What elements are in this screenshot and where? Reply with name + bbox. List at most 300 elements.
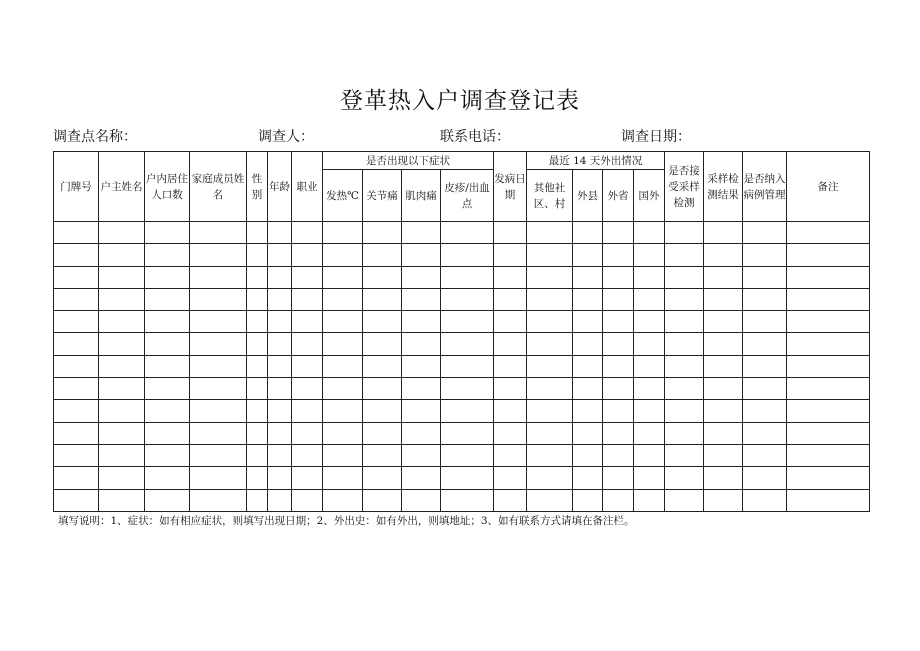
table-cell[interactable] <box>665 244 704 266</box>
table-cell[interactable] <box>145 355 190 377</box>
table-cell[interactable] <box>603 244 634 266</box>
header-other-province: 外省 <box>603 170 634 222</box>
table-cell[interactable] <box>743 288 787 310</box>
table-cell[interactable] <box>665 422 704 444</box>
table-cell[interactable] <box>99 333 145 355</box>
table-cell[interactable] <box>573 311 603 333</box>
table-cell[interactable] <box>402 288 441 310</box>
table-row <box>54 444 870 466</box>
table-cell[interactable] <box>603 355 634 377</box>
table-cell[interactable] <box>527 489 573 511</box>
table-cell[interactable] <box>634 244 665 266</box>
table-cell[interactable] <box>99 378 145 400</box>
table-cell[interactable] <box>494 311 527 333</box>
table-cell[interactable] <box>441 355 494 377</box>
table-cell[interactable] <box>704 400 743 422</box>
table-cell[interactable] <box>190 244 247 266</box>
table-cell[interactable] <box>363 378 402 400</box>
table-cell[interactable] <box>145 222 190 244</box>
table-cell[interactable] <box>323 222 363 244</box>
table-cell[interactable] <box>494 422 527 444</box>
table-cell[interactable] <box>743 311 787 333</box>
table-cell[interactable] <box>363 489 402 511</box>
table-cell[interactable] <box>145 378 190 400</box>
table-cell[interactable] <box>787 489 870 511</box>
table-cell[interactable] <box>704 333 743 355</box>
table-cell[interactable] <box>54 467 99 489</box>
table-cell[interactable] <box>787 222 870 244</box>
table-cell[interactable] <box>402 311 441 333</box>
table-cell[interactable] <box>268 333 292 355</box>
table-cell[interactable] <box>247 222 268 244</box>
table-row <box>54 422 870 444</box>
table-row <box>54 489 870 511</box>
table-cell[interactable] <box>527 266 573 288</box>
table-cell[interactable] <box>363 288 402 310</box>
table-cell[interactable] <box>665 444 704 466</box>
table-cell[interactable] <box>292 422 323 444</box>
table-cell[interactable] <box>190 467 247 489</box>
table-cell[interactable] <box>402 489 441 511</box>
table-cell[interactable] <box>787 288 870 310</box>
table-cell[interactable] <box>665 378 704 400</box>
header-sample-result: 采样检测结果 <box>704 152 743 222</box>
table-cell[interactable] <box>402 467 441 489</box>
table-cell[interactable] <box>603 266 634 288</box>
table-cell[interactable] <box>787 378 870 400</box>
table-cell[interactable] <box>363 355 402 377</box>
table-cell[interactable] <box>441 422 494 444</box>
table-cell[interactable] <box>665 266 704 288</box>
table-cell[interactable] <box>247 467 268 489</box>
survey-table <box>53 151 870 512</box>
table-cell[interactable] <box>54 288 99 310</box>
table-header <box>54 152 870 222</box>
table-cell[interactable] <box>402 333 441 355</box>
table-cell[interactable] <box>402 400 441 422</box>
table-cell[interactable] <box>573 422 603 444</box>
table-cell[interactable] <box>743 355 787 377</box>
table-cell[interactable] <box>441 266 494 288</box>
table-cell[interactable] <box>292 355 323 377</box>
table-cell[interactable] <box>190 311 247 333</box>
header-travel-group: 最近 14 天外出情况 <box>527 152 665 170</box>
table-cell[interactable] <box>527 244 573 266</box>
table-cell[interactable] <box>99 489 145 511</box>
table-cell[interactable] <box>323 333 363 355</box>
header-gender: 性别 <box>247 152 268 222</box>
table-cell[interactable] <box>54 222 99 244</box>
table-cell[interactable] <box>54 355 99 377</box>
table-cell[interactable] <box>704 422 743 444</box>
form-title: 登革热入户调查登记表 <box>340 88 580 114</box>
table-cell[interactable] <box>634 222 665 244</box>
header-abroad: 国外 <box>634 170 665 222</box>
table-cell[interactable] <box>247 244 268 266</box>
table-cell[interactable] <box>363 311 402 333</box>
table-cell[interactable] <box>99 288 145 310</box>
table-cell[interactable] <box>704 355 743 377</box>
table-cell[interactable] <box>603 467 634 489</box>
table-cell[interactable] <box>494 355 527 377</box>
table-cell[interactable] <box>323 288 363 310</box>
table-row <box>54 222 870 244</box>
table-cell[interactable] <box>441 467 494 489</box>
table-cell[interactable] <box>292 222 323 244</box>
table-cell[interactable] <box>99 355 145 377</box>
table-cell[interactable] <box>704 288 743 310</box>
table-cell[interactable] <box>190 222 247 244</box>
table-cell[interactable] <box>402 422 441 444</box>
table-cell[interactable] <box>247 266 268 288</box>
header-muscle-pain: 肌肉痛 <box>402 170 441 222</box>
table-cell[interactable] <box>634 444 665 466</box>
table-cell[interactable] <box>402 244 441 266</box>
table-cell[interactable] <box>634 467 665 489</box>
table-cell[interactable] <box>247 288 268 310</box>
table-cell[interactable] <box>704 222 743 244</box>
table-cell[interactable] <box>704 378 743 400</box>
header-case-managed: 是否纳入病例管理 <box>743 152 787 222</box>
table-row <box>54 333 870 355</box>
table-cell[interactable] <box>292 333 323 355</box>
table-cell[interactable] <box>665 489 704 511</box>
table-cell[interactable] <box>787 422 870 444</box>
table-cell[interactable] <box>54 244 99 266</box>
instructions-note: 填写说明：1、症状：如有相应症状，则填写出现日期；2、外出史：如有外出，则填地址；3、如有联系方式请填在备注栏。 <box>58 515 635 527</box>
table-row <box>54 244 870 266</box>
header-door-no: 门牌号 <box>54 152 99 222</box>
table-cell[interactable] <box>99 266 145 288</box>
table-cell[interactable] <box>363 422 402 444</box>
table-cell[interactable] <box>292 444 323 466</box>
table-cell[interactable] <box>573 467 603 489</box>
table-cell[interactable] <box>323 400 363 422</box>
table-cell[interactable] <box>363 467 402 489</box>
header-age: 年龄 <box>268 152 292 222</box>
table-cell[interactable] <box>145 288 190 310</box>
table-cell[interactable] <box>402 444 441 466</box>
table-cell[interactable] <box>634 333 665 355</box>
table-cell[interactable] <box>145 333 190 355</box>
table-cell[interactable] <box>323 311 363 333</box>
table-cell[interactable] <box>743 333 787 355</box>
table-cell[interactable] <box>323 422 363 444</box>
table-cell[interactable] <box>665 467 704 489</box>
header-member-name: 家庭成员姓名 <box>190 152 247 222</box>
table-cell[interactable] <box>190 489 247 511</box>
header-onset-date: 发病日期 <box>494 152 527 222</box>
table-cell[interactable] <box>704 467 743 489</box>
table-cell[interactable] <box>268 355 292 377</box>
header-remarks: 备注 <box>787 152 870 222</box>
table-cell[interactable] <box>323 489 363 511</box>
table-cell[interactable] <box>527 400 573 422</box>
table-cell[interactable] <box>603 444 634 466</box>
table-cell[interactable] <box>527 311 573 333</box>
table-row <box>54 467 870 489</box>
table-cell[interactable] <box>247 400 268 422</box>
table-cell[interactable] <box>441 444 494 466</box>
table-cell[interactable] <box>363 444 402 466</box>
table-cell[interactable] <box>527 222 573 244</box>
table-cell[interactable] <box>573 355 603 377</box>
header-fever: 发热℃ <box>323 170 363 222</box>
table-cell[interactable] <box>323 355 363 377</box>
table-cell[interactable] <box>145 400 190 422</box>
table-cell[interactable] <box>665 288 704 310</box>
table-cell[interactable] <box>99 222 145 244</box>
table-cell[interactable] <box>323 378 363 400</box>
table-cell[interactable] <box>634 489 665 511</box>
table-cell[interactable] <box>190 378 247 400</box>
table-cell[interactable] <box>441 333 494 355</box>
table-cell[interactable] <box>634 288 665 310</box>
table-cell[interactable] <box>494 244 527 266</box>
table-cell[interactable] <box>494 467 527 489</box>
header-other-village: 其他社区、村 <box>527 170 573 222</box>
table-cell[interactable] <box>323 244 363 266</box>
table-cell[interactable] <box>704 311 743 333</box>
table-cell[interactable] <box>603 489 634 511</box>
table-cell[interactable] <box>743 222 787 244</box>
table-cell[interactable] <box>54 311 99 333</box>
table-cell[interactable] <box>743 400 787 422</box>
table-cell[interactable] <box>268 222 292 244</box>
table-cell[interactable] <box>190 288 247 310</box>
table-cell[interactable] <box>99 444 145 466</box>
table-row <box>54 400 870 422</box>
table-cell[interactable] <box>441 378 494 400</box>
table-cell[interactable] <box>268 378 292 400</box>
table-cell[interactable] <box>402 266 441 288</box>
table-cell[interactable] <box>665 222 704 244</box>
table-cell[interactable] <box>573 333 603 355</box>
table-cell[interactable] <box>634 378 665 400</box>
table-cell[interactable] <box>704 266 743 288</box>
table-cell[interactable] <box>247 333 268 355</box>
table-cell[interactable] <box>268 244 292 266</box>
table-cell[interactable] <box>573 489 603 511</box>
table-cell[interactable] <box>743 444 787 466</box>
table-cell[interactable] <box>363 244 402 266</box>
table-cell[interactable] <box>363 400 402 422</box>
header-rash: 皮疹/出血点 <box>441 170 494 222</box>
table-cell[interactable] <box>268 400 292 422</box>
table-cell[interactable] <box>190 444 247 466</box>
table-cell[interactable] <box>494 288 527 310</box>
table-cell[interactable] <box>527 467 573 489</box>
table-cell[interactable] <box>573 222 603 244</box>
table-cell[interactable] <box>268 422 292 444</box>
table-cell[interactable] <box>665 400 704 422</box>
table-cell[interactable] <box>743 467 787 489</box>
table-cell[interactable] <box>363 266 402 288</box>
table-cell[interactable] <box>573 444 603 466</box>
table-cell[interactable] <box>292 378 323 400</box>
table-cell[interactable] <box>268 489 292 511</box>
table-cell[interactable] <box>634 266 665 288</box>
table-cell[interactable] <box>292 489 323 511</box>
table-cell[interactable] <box>665 333 704 355</box>
table-cell[interactable] <box>268 288 292 310</box>
table-cell[interactable] <box>323 444 363 466</box>
table-cell[interactable] <box>787 266 870 288</box>
table-cell[interactable] <box>527 355 573 377</box>
table-cell[interactable] <box>99 244 145 266</box>
table-cell[interactable] <box>787 444 870 466</box>
table-cell[interactable] <box>704 244 743 266</box>
table-cell[interactable] <box>402 378 441 400</box>
table-cell[interactable] <box>494 333 527 355</box>
table-cell[interactable] <box>573 288 603 310</box>
table-cell[interactable] <box>402 355 441 377</box>
table-cell[interactable] <box>787 311 870 333</box>
table-cell[interactable] <box>145 244 190 266</box>
table-cell[interactable] <box>363 333 402 355</box>
table-cell[interactable] <box>743 489 787 511</box>
table-cell[interactable] <box>743 422 787 444</box>
table-cell[interactable] <box>247 489 268 511</box>
table-cell[interactable] <box>527 422 573 444</box>
table-cell[interactable] <box>268 266 292 288</box>
table-cell[interactable] <box>402 222 441 244</box>
table-cell[interactable] <box>603 400 634 422</box>
table-cell[interactable] <box>190 400 247 422</box>
table-cell[interactable] <box>268 444 292 466</box>
table-cell[interactable] <box>54 489 99 511</box>
table-cell[interactable] <box>527 444 573 466</box>
table-cell[interactable] <box>743 244 787 266</box>
table-cell[interactable] <box>268 467 292 489</box>
table-cell[interactable] <box>494 378 527 400</box>
table-cell[interactable] <box>634 311 665 333</box>
table-cell[interactable] <box>145 444 190 466</box>
table-cell[interactable] <box>99 467 145 489</box>
table-cell[interactable] <box>247 355 268 377</box>
header-householder: 户主姓名 <box>99 152 145 222</box>
table-cell[interactable] <box>527 378 573 400</box>
table-cell[interactable] <box>527 333 573 355</box>
table-cell[interactable] <box>292 311 323 333</box>
table-cell[interactable] <box>54 333 99 355</box>
table-cell[interactable] <box>527 288 573 310</box>
table-cell[interactable] <box>634 355 665 377</box>
table-cell[interactable] <box>704 444 743 466</box>
table-cell[interactable] <box>190 333 247 355</box>
table-row <box>54 266 870 288</box>
table-cell[interactable] <box>247 378 268 400</box>
table-cell[interactable] <box>441 222 494 244</box>
table-cell[interactable] <box>441 489 494 511</box>
table-cell[interactable] <box>634 400 665 422</box>
table-cell[interactable] <box>190 422 247 444</box>
table-cell[interactable] <box>99 422 145 444</box>
table-cell[interactable] <box>441 244 494 266</box>
table-row <box>54 378 870 400</box>
table-cell[interactable] <box>743 266 787 288</box>
table-cell[interactable] <box>247 444 268 466</box>
table-body <box>54 222 870 512</box>
table-cell[interactable] <box>247 422 268 444</box>
table-cell[interactable] <box>145 489 190 511</box>
table-cell[interactable] <box>190 266 247 288</box>
header-other-county: 外县 <box>573 170 603 222</box>
table-cell[interactable] <box>99 311 145 333</box>
table-cell[interactable] <box>145 422 190 444</box>
header-sampled: 是否接受采样检测 <box>665 152 704 222</box>
table-cell[interactable] <box>54 444 99 466</box>
table-row <box>54 288 870 310</box>
table-cell[interactable] <box>323 266 363 288</box>
table-cell[interactable] <box>787 400 870 422</box>
table-cell[interactable] <box>494 489 527 511</box>
table-cell[interactable] <box>743 378 787 400</box>
table-cell[interactable] <box>441 311 494 333</box>
table-cell[interactable] <box>603 222 634 244</box>
table-cell[interactable] <box>665 355 704 377</box>
table-cell[interactable] <box>704 489 743 511</box>
table-cell[interactable] <box>363 222 402 244</box>
table-cell[interactable] <box>573 378 603 400</box>
table-cell[interactable] <box>603 422 634 444</box>
header-occupation: 职业 <box>292 152 323 222</box>
surveyor-label: 调查人： <box>258 129 314 145</box>
table-cell[interactable] <box>573 266 603 288</box>
table-cell[interactable] <box>292 266 323 288</box>
table-row <box>54 311 870 333</box>
table-cell[interactable] <box>787 333 870 355</box>
table-cell[interactable] <box>292 288 323 310</box>
header-symptoms-group: 是否出现以下症状 <box>323 152 494 170</box>
table-cell[interactable] <box>292 244 323 266</box>
table-cell[interactable] <box>99 400 145 422</box>
table-cell[interactable] <box>268 311 292 333</box>
table-cell[interactable] <box>494 400 527 422</box>
table-cell[interactable] <box>603 333 634 355</box>
table-cell[interactable] <box>54 266 99 288</box>
table-cell[interactable] <box>787 355 870 377</box>
table-cell[interactable] <box>323 467 363 489</box>
table-cell[interactable] <box>441 288 494 310</box>
table-cell[interactable] <box>494 444 527 466</box>
table-cell[interactable] <box>190 355 247 377</box>
header-residents: 户内居住人口数 <box>145 152 190 222</box>
table-cell[interactable] <box>787 467 870 489</box>
table-cell[interactable] <box>292 400 323 422</box>
table-cell[interactable] <box>54 422 99 444</box>
table-cell[interactable] <box>54 378 99 400</box>
table-cell[interactable] <box>247 311 268 333</box>
table-cell[interactable] <box>603 311 634 333</box>
table-cell[interactable] <box>292 467 323 489</box>
table-cell[interactable] <box>145 467 190 489</box>
table-cell[interactable] <box>634 422 665 444</box>
survey-date-label: 调查日期： <box>621 129 691 145</box>
table-cell[interactable] <box>787 244 870 266</box>
table-cell[interactable] <box>145 266 190 288</box>
table-cell[interactable] <box>665 311 704 333</box>
table-cell[interactable] <box>54 400 99 422</box>
table-cell[interactable] <box>441 400 494 422</box>
table-cell[interactable] <box>494 222 527 244</box>
table-cell[interactable] <box>573 244 603 266</box>
table-cell[interactable] <box>573 400 603 422</box>
table-cell[interactable] <box>603 288 634 310</box>
table-cell[interactable] <box>494 266 527 288</box>
table-cell[interactable] <box>603 378 634 400</box>
table-cell[interactable] <box>145 311 190 333</box>
